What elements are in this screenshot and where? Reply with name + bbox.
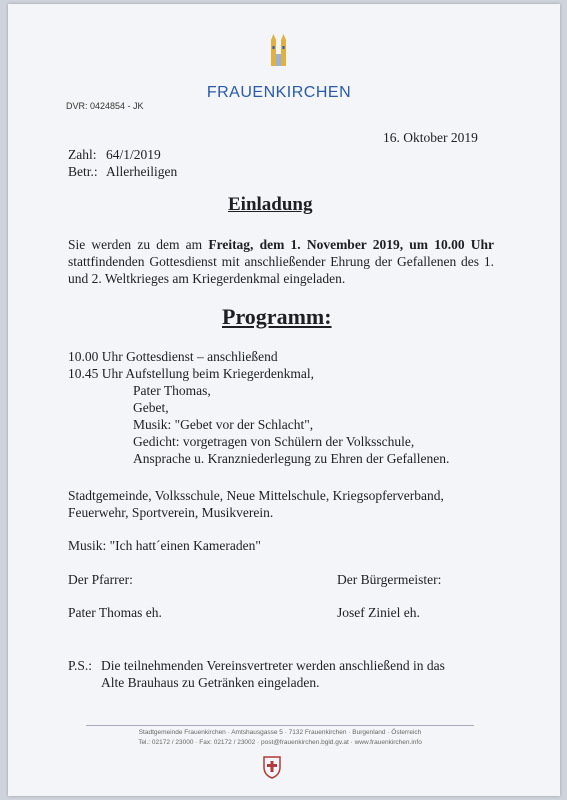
program-item: Gedicht: vorgetragen von Schülern der Volksschule,	[133, 434, 415, 449]
signature-name-right: Josef Ziniel eh.	[337, 605, 420, 620]
coat-of-arms-icon	[262, 755, 282, 779]
signature-name-left: Pater Thomas eh.	[68, 605, 162, 620]
program-item: Pater Thomas,	[133, 383, 211, 398]
signature-role-left: Der Pfarrer:	[68, 572, 133, 587]
logo-wordmark: FRAUENKIRCHEN	[206, 84, 352, 101]
postscript-line: Alte Brauhaus zu Getränken eingeladen.	[101, 675, 320, 690]
participants-line: Stadtgemeinde, Volksschule, Neue Mittelschule, Kriegsopferverband,	[68, 488, 444, 503]
church-towers-logo-icon	[259, 32, 299, 72]
postscript-label: P.S.:	[68, 658, 93, 673]
document-title: Einladung	[228, 194, 313, 215]
participants-line: Feuerwehr, Sportverein, Musikverein.	[68, 505, 274, 520]
event-date-time: Freitag, dem 1. November 2019, um 10.00 Uhr	[208, 237, 494, 252]
program-item: Gebet,	[133, 400, 169, 415]
dvr-number: DVR: 0424854 - JK	[66, 101, 144, 111]
reference-number-label: Zahl:	[68, 147, 97, 162]
program-item: Ansprache u. Kranzniederlegung zu Ehren der Gefallenen.	[133, 451, 450, 466]
letter-date: 16. Oktober 2019	[383, 130, 478, 145]
program-line-aufstellung: 10.45 Uhr Aufstellung beim Kriegerdenkmal,	[68, 366, 314, 381]
closing-music: Musik: "Ich hatt´einen Kameraden"	[68, 538, 261, 553]
footer-contact: Tel.: 02172 / 23000 · Fax: 02172 / 23002 · post@frauenkirchen.bgld.gv.at · www.frauenkirchen.info	[138, 739, 422, 746]
signature-role-right: Der Bürgermeister:	[337, 572, 442, 587]
program-line-gottesdienst: 10.00 Uhr Gottesdienst – anschließend	[68, 349, 278, 364]
reference-number-value: 64/1/2019	[106, 147, 161, 162]
program-heading: Programm:	[222, 304, 332, 329]
footer-address: Stadtgemeinde Frauenkirchen · Amtshausgasse 5 · 7132 Frauenkirchen · Burgenland · Österreich	[138, 729, 422, 736]
postscript-line: Die teilnehmenden Vereinsvertreter werden anschließend in das	[101, 658, 445, 673]
invitation-paragraph: Sie werden zu dem am Freitag, dem 1. November 2019, um 10.00 Uhr stattfindenden Gottesdienst mit anschließender Ehrung der Gefallenen des 1. und 2. Weltkrieges am Kriegerdenkmal eingeladen.	[68, 237, 494, 286]
footer-divider	[86, 725, 474, 726]
subject-label: Betr.:	[68, 164, 98, 179]
subject-value: Allerheiligen	[106, 164, 178, 179]
program-item: Musik: "Gebet vor der Schlacht",	[133, 417, 314, 432]
